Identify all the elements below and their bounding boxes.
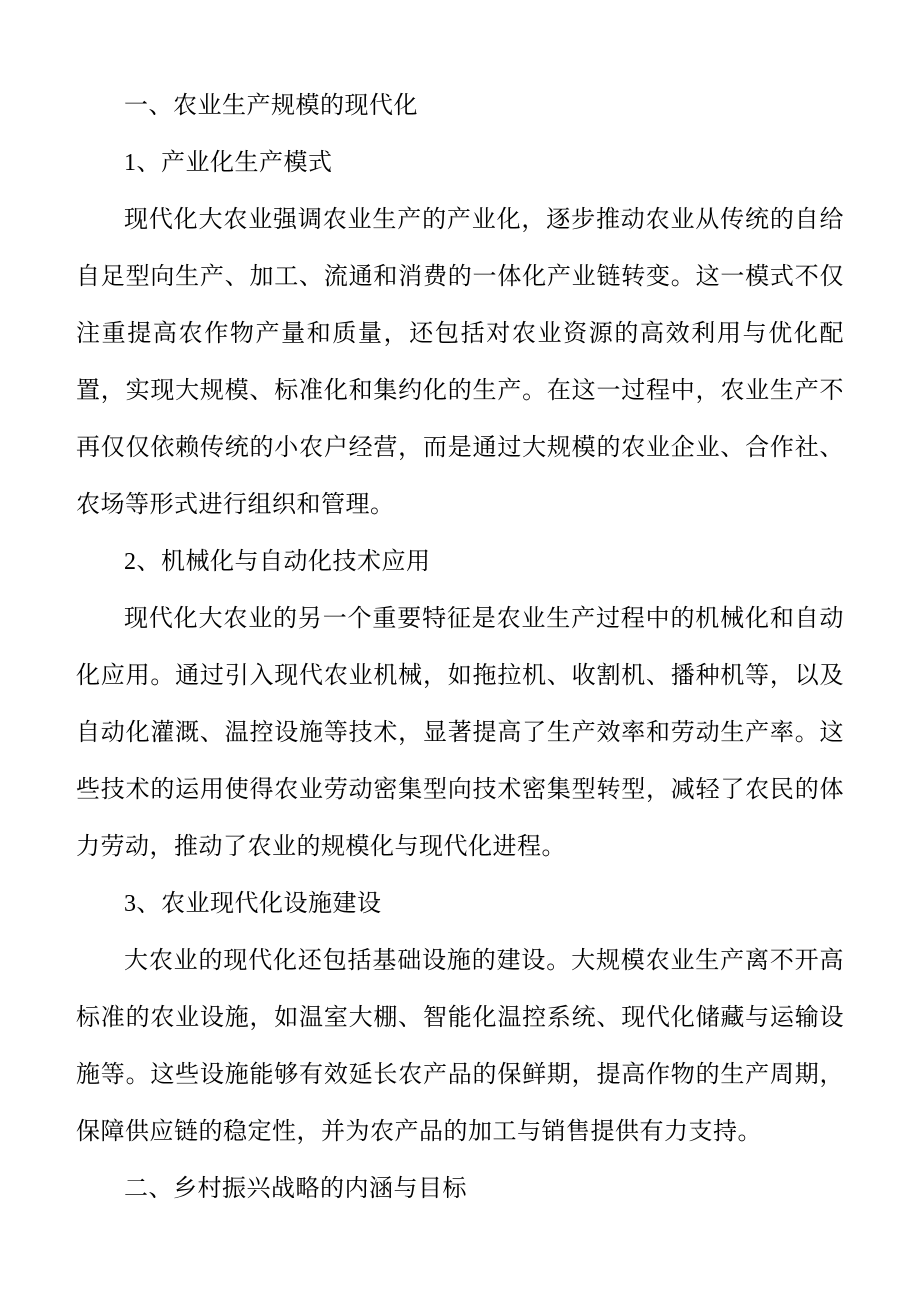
paragraph-industrialized-production-model: 现代化大农业强调农业生产的产业化，逐步推动农业从传统的自给自足型向生产、加工、流通和消费的一体化产业链转变。这一模式不仅注重提高农作物产量和质量，还包括对农业资源的高效利用与优化配置，实现大规模、标准化和集约化的生产。在这一过程中，农业生产不再仅仅依赖传统的小农户经营，而是通过大规模的农业企业、合作社、农场等形式进行组织和管理。: [76, 207, 844, 518]
section-heading-rural-revitalization-strategy: 二、乡村振兴战略的内涵与目标: [124, 1176, 467, 1202]
subsection-heading-modern-facility-construction: 3、农业现代化设施建设: [124, 891, 382, 917]
paragraph-modern-facility-construction: 大农业的现代化还包括基础设施的建设。大规模农业生产离不开高标准的农业设施，如温室大棚、智能化温控系统、现代化储藏与运输设施等。这些设施能够有效延长农产品的保鲜期，提高作物的生产周期，保障供应链的稳定性，并为农产品的加工与销售提供有力支持。: [76, 948, 844, 1145]
paragraph-mechanization-automation: 现代化大农业的另一个重要特征是农业生产过程中的机械化和自动化应用。通过引入现代农业机械，如拖拉机、收割机、播种机等，以及自动化灌溉、温控设施等技术，显著提高了生产效率和劳动生产率。这些技术的运用使得农业劳动密集型向技术密集型转型，减轻了农民的体力劳动，推动了农业的规模化与现代化进程。: [76, 606, 844, 860]
subsection-heading-industrialized-production-model: 1、产业化生产模式: [124, 150, 333, 176]
section-heading-agricultural-production-scale: 一、农业生产规模的现代化: [124, 93, 418, 119]
subsection-heading-mechanization-automation: 2、机械化与自动化技术应用: [124, 549, 431, 575]
